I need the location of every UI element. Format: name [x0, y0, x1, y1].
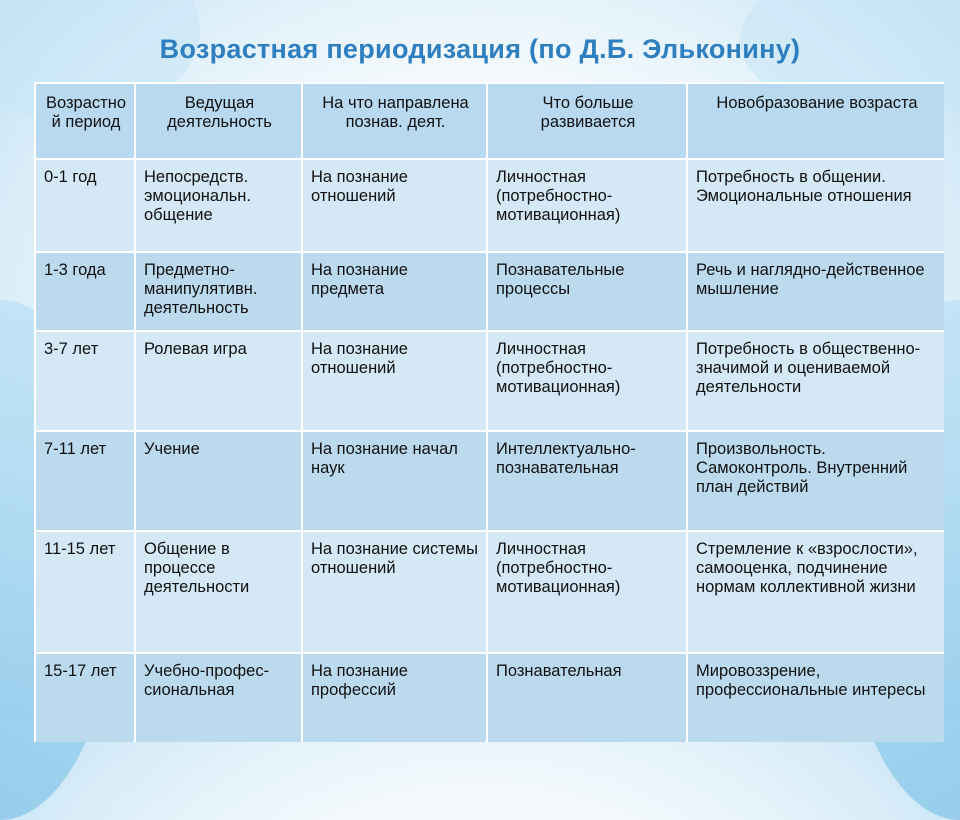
slide-title: Возрастная периодизация (по Д.Б. Эльконину) — [159, 34, 801, 64]
cell-leading-activity: Ролевая игра — [135, 331, 302, 431]
cell-age-period: 15-17 лет — [35, 653, 135, 742]
cell-what-develops: Личностная (потребностно-мотивационная) — [487, 159, 687, 252]
periodization-table — [34, 82, 944, 742]
cell-age-period: 7-11 лет — [35, 431, 135, 531]
table-row — [35, 252, 944, 331]
cell-leading-activity: Учение — [135, 431, 302, 531]
cell-cognitive-direction: На познание начал наук — [302, 431, 487, 531]
cell-leading-activity: Учебно-профес-сиональная — [135, 653, 302, 742]
cell-what-develops: Личностная (потребностно-мотивационная) — [487, 531, 687, 653]
cell-age-neoformation: Потребность в общественно-значимой и оцениваемой деятельности — [687, 331, 944, 431]
header-age-period: Возрастной период — [35, 83, 135, 159]
cell-age-period: 3-7 лет — [35, 331, 135, 431]
cell-cognitive-direction: На познание профессий — [302, 653, 487, 742]
cell-cognitive-direction: На познание отношений — [302, 331, 487, 431]
cell-leading-activity: Общение в процессе деятельности — [135, 531, 302, 653]
header-age-neoformation: Новобразование возраста — [687, 83, 944, 159]
cell-cognitive-direction: На познание системы отношений — [302, 531, 487, 653]
header-leading-activity: Ведущая деятельность — [135, 83, 302, 159]
cell-age-neoformation: Речь и наглядно-действенное мышление — [687, 252, 944, 331]
table-row — [35, 431, 944, 531]
cell-leading-activity: Непосредств. эмоциональн. общение — [135, 159, 302, 252]
periodization-table-wrapper — [34, 82, 944, 742]
cell-cognitive-direction: На познание предмета — [302, 252, 487, 331]
cell-what-develops: Личностная (потребностно-мотивационная) — [487, 331, 687, 431]
table-header-row — [35, 83, 944, 159]
cell-age-period: 1-3 года — [35, 252, 135, 331]
table-row — [35, 331, 944, 431]
cell-age-neoformation: Произвольность. Самоконтроль. Внутренний план действий — [687, 431, 944, 531]
table-row — [35, 159, 944, 252]
cell-cognitive-direction: На познание отношений — [302, 159, 487, 252]
cell-age-period: 0-1 год — [35, 159, 135, 252]
cell-what-develops: Познавательные процессы — [487, 252, 687, 331]
table-row — [35, 653, 944, 742]
cell-what-develops: Познавательная — [487, 653, 687, 742]
table-row — [35, 531, 944, 653]
cell-age-neoformation: Потребность в общении. Эмоциональные отношения — [687, 159, 944, 252]
cell-what-develops: Интеллектуально-познавательная — [487, 431, 687, 531]
cell-age-neoformation: Стремление к «взрослости», самооценка, подчинение нормам коллективной жизни — [687, 531, 944, 653]
header-what-develops: Что больше развивается — [487, 83, 687, 159]
cell-leading-activity: Предметно-манипулятивн. деятельность — [135, 252, 302, 331]
cell-age-period: 11-15 лет — [35, 531, 135, 653]
cell-age-neoformation: Мировоззрение, профессиональные интересы — [687, 653, 944, 742]
header-cognitive-direction: На что направлена познав. деят. — [302, 83, 487, 159]
